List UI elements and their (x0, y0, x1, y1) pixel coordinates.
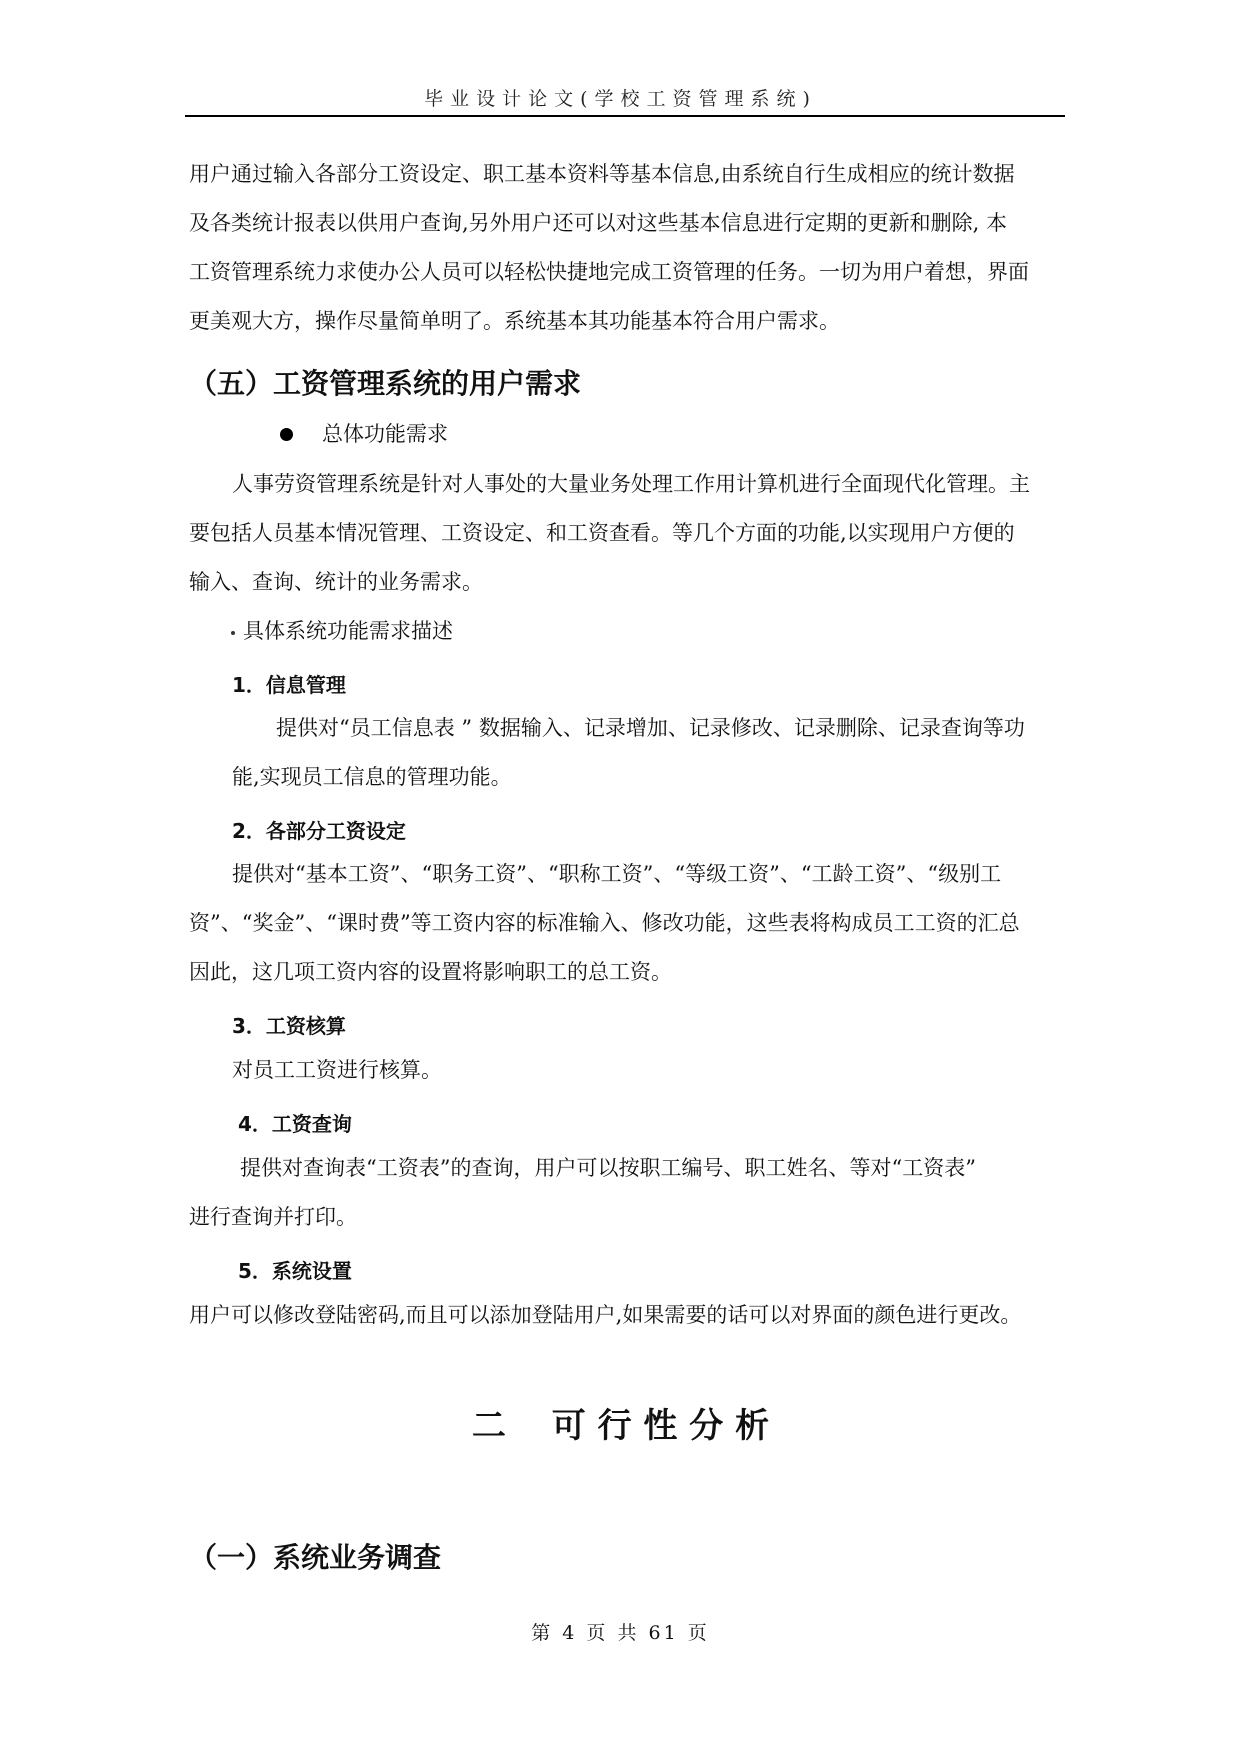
chapter-heading: 二 可 行 性 分 析 (471, 1406, 770, 1446)
intro-line-3: 工资管理系统力求使办公人员可以轻松快捷地完成工资管理的任务。一切为用户着想，界面 (189, 260, 1029, 284)
bullet-dot-icon (280, 428, 293, 441)
item-3-line-1: 对员工工资进行核算。 (232, 1058, 442, 1082)
item-heading-salary-query: 4．工资查询 (238, 1112, 352, 1136)
item-2-line-1: 提供对“基本工资”、“职务工资”、“职称工资”、“等级工资”、“工龄工资”、“级别工 (232, 862, 1002, 886)
section-heading-5: （五）工资管理系统的用户需求 (189, 367, 582, 400)
item-2-line-3: 因此，这几项工资内容的设置将影响职工的总工资。 (189, 960, 672, 984)
running-header: 毕业设计论文(学校工资管理系统) (424, 88, 817, 110)
item-heading-salary-settings: 2．各部分工资设定 (232, 819, 406, 843)
item-heading-system-settings: 5．系统设置 (238, 1259, 352, 1283)
page-number: 第 4 页 共 61 页 (531, 1622, 710, 1644)
item-4-line-2: 进行查询并打印。 (189, 1205, 357, 1229)
sub-bullet-description: 具体系统功能需求描述 (243, 619, 453, 643)
item-1-line-2: 能,实现员工信息的管理功能。 (232, 765, 512, 789)
item-heading-info-management: 1．信息管理 (232, 673, 346, 697)
item-5-line-1: 用户可以修改登陆密码,而且可以添加登陆用户,如果需要的话可以对界面的颜色进行更改。 (189, 1303, 1022, 1327)
para-line-1: 人事劳资管理系统是针对人事处的大量业务处理工作用计算机进行全面现代化管理。主 (232, 472, 1030, 496)
item-2-line-2: 资”、“奖金”、“课时费”等工资内容的标准输入、修改功能，这些表将构成员工工资的汇总 (189, 911, 1020, 935)
para-line-3: 输入、查询、统计的业务需求。 (189, 570, 483, 594)
header-rule (185, 115, 1065, 117)
para-line-2: 要包括人员基本情况管理、工资设定、和工资查看。等几个方面的功能,以实现用户方便的 (189, 521, 1015, 545)
section-heading-1: （一）系统业务调查 (189, 1541, 442, 1574)
item-4-line-1: 提供对查询表“工资表”的查询，用户可以按职工编号、职工姓名、等对“工资表” (240, 1156, 976, 1180)
intro-line-2: 及各类统计报表以供用户查询,另外用户还可以对这些基本信息进行定期的更新和删除, 本 (189, 211, 1008, 235)
item-heading-salary-calc: 3．工资核算 (232, 1014, 346, 1038)
intro-line-4: 更美观大方，操作尽量简单明了。系统基本其功能基本符合用户需求。 (189, 309, 840, 333)
bullet-overall-requirements: 总体功能需求 (322, 422, 448, 446)
small-dot-icon (231, 631, 235, 635)
item-1-line-1: 提供对“员工信息表 ” 数据输入、记录增加、记录修改、记录删除、记录查询等功 (276, 716, 1025, 740)
intro-line-1: 用户通过输入各部分工资设定、职工基本资料等基本信息,由系统自行生成相应的统计数据 (189, 162, 1015, 186)
